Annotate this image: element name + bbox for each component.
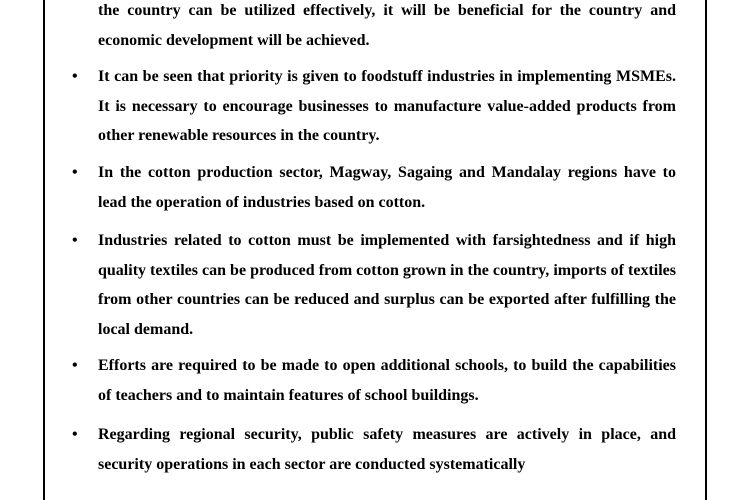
bullet-item-regional-security: Regarding regional security, public safety measures are actively in place, and security operations in each sector are conducted systematically [98,426,676,473]
bullet-marker: • [72,357,78,374]
bullet-item-cotton-textiles: Industries related to cotton must be implemented with farsightedness and if high quality textiles can be produced from cotton grown in the country, imports of textiles from other countries can be reduced and surplus can be exported after fulfilling the local demand. [98,232,676,339]
bullet-item-schools: Efforts are required to be made to open additional schools, to build the capabilities of teachers and to maintain features of school buildings. [98,357,676,404]
bullet-marker: • [72,164,78,181]
continuation-paragraph: the country can be utilized effectively, it will be beneficial for the country and economic development will be achieved. [98,2,676,49]
bullet-marker: • [72,426,78,443]
bullet-item-cotton-production: In the cotton production sector, Magway, Sagaing and Mandalay regions have to lead the operation of industries based on cotton. [98,164,676,211]
bullet-item-foodstuff-industries: It can be seen that priority is given to foodstuff industries in implementing MSMEs. It is necessary to encourage businesses to manufacture value-added products from other renewable resources in the country. [98,68,676,145]
bullet-marker: • [72,68,78,85]
bullet-marker: • [72,232,78,249]
